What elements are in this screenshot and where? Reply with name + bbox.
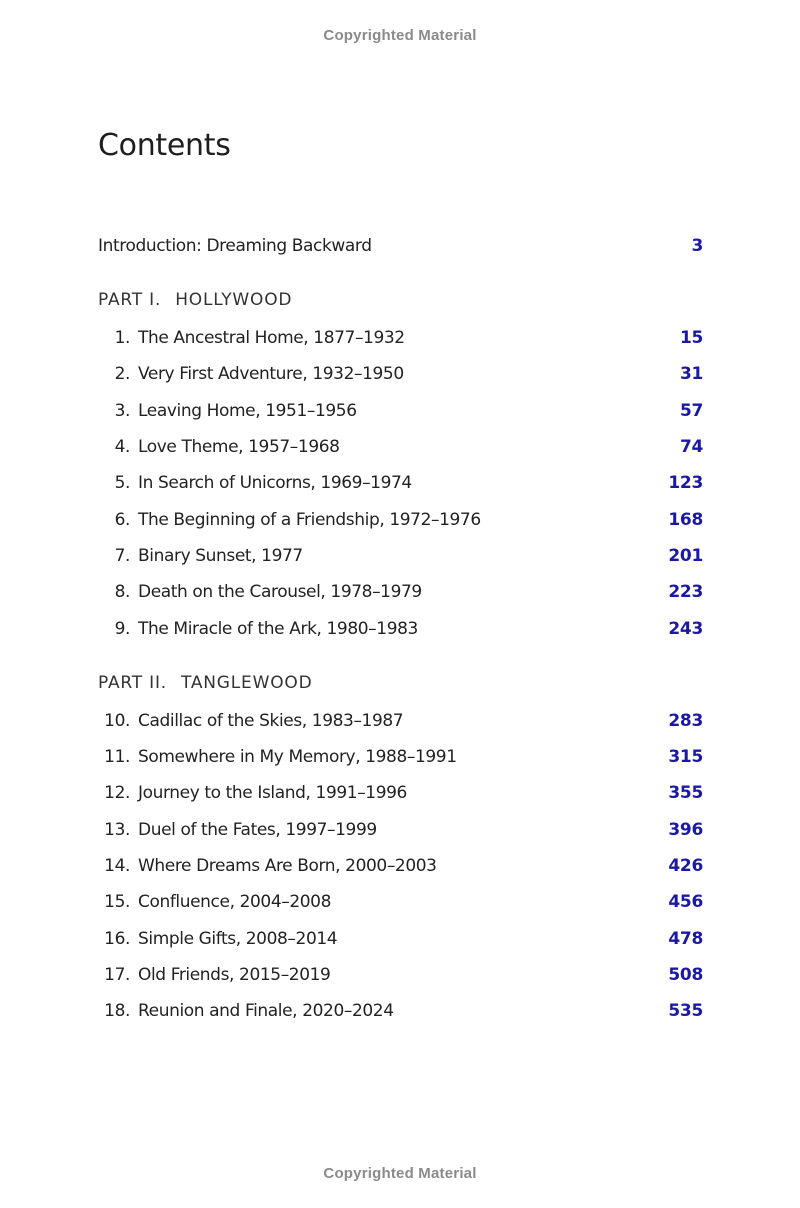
- chapter-number: 10.: [104, 710, 130, 731]
- toc-entry-chapter[interactable]: [98, 320, 703, 356]
- page-number-link[interactable]: 15: [679, 328, 703, 349]
- chapter-title: Journey to the Island, 1991–1996: [138, 783, 407, 804]
- chapter-number: 6.: [114, 509, 130, 530]
- chapter-title: Cadillac of the Skies, 1983–1987: [138, 710, 404, 731]
- chapter-number: 3.: [114, 400, 130, 421]
- part-number: PART II.: [98, 672, 167, 693]
- page-number-link[interactable]: 123: [668, 473, 703, 494]
- page-number-link[interactable]: 315: [668, 747, 703, 768]
- toc-entry-chapter[interactable]: [98, 884, 703, 920]
- toc-entry-chapter[interactable]: [98, 957, 703, 993]
- page-number-link[interactable]: 31: [679, 364, 703, 385]
- chapter-title: Love Theme, 1957–1968: [138, 437, 340, 458]
- part-header-1: [98, 282, 703, 318]
- chapter-number: 14.: [104, 856, 130, 876]
- page-number-link[interactable]: 74: [679, 437, 703, 458]
- toc-entry-chapter[interactable]: [98, 848, 703, 884]
- chapter-title: Very First Adventure, 1932–1950: [138, 364, 404, 385]
- page-number-link[interactable]: 355: [668, 783, 703, 804]
- chapter-title: Death on the Carousel, 1978–1979: [138, 582, 422, 603]
- chapter-title: Duel of the Fates, 1997–1999: [138, 819, 377, 840]
- page-number-link[interactable]: 243: [668, 618, 703, 639]
- chapter-number: 16.: [104, 928, 130, 949]
- chapter-title: The Beginning of a Friendship, 1972–1976: [138, 509, 481, 530]
- page-number-link[interactable]: 535: [668, 1001, 703, 1022]
- page-number-link[interactable]: 396: [668, 819, 703, 840]
- chapter-number: 9.: [114, 618, 130, 639]
- toc-entry-chapter[interactable]: [98, 610, 703, 646]
- chapter-number: 18.: [104, 1001, 130, 1022]
- chapter-title: Leaving Home, 1951–1956: [138, 400, 357, 421]
- chapter-number: 12.: [104, 783, 130, 804]
- chapter-number: 13.: [104, 819, 130, 840]
- chapter-title: Confluence, 2004–2008: [138, 892, 332, 913]
- toc-entry-chapter[interactable]: [98, 465, 703, 501]
- toc-entry-chapter[interactable]: [98, 703, 703, 739]
- entry-title: Introduction: Dreaming Backward: [98, 236, 372, 256]
- chapter-number: 8.: [114, 582, 130, 603]
- chapter-title: The Ancestral Home, 1877–1932: [138, 328, 405, 349]
- page-number-link[interactable]: 283: [668, 710, 703, 731]
- chapter-title: Reunion and Finale, 2020–2024: [138, 1001, 394, 1022]
- toc-entry-chapter[interactable]: [98, 812, 703, 848]
- copyright-watermark-top: Copyrighted Material: [323, 27, 477, 44]
- page-number-link[interactable]: 168: [668, 509, 703, 530]
- page-number-link[interactable]: 3: [691, 236, 703, 256]
- contents-heading: Contents: [98, 128, 231, 163]
- page-number-link[interactable]: 508: [668, 964, 703, 985]
- page-number-link[interactable]: 456: [668, 892, 703, 913]
- toc-entry-chapter[interactable]: [98, 574, 703, 610]
- chapter-number: 5.: [114, 473, 130, 494]
- part-title: HOLLYWOOD: [175, 290, 293, 310]
- copyright-watermark-bottom: Copyrighted Material: [323, 1165, 477, 1182]
- part-title: TANGLEWOOD: [181, 672, 313, 693]
- toc-entry-chapter[interactable]: [98, 739, 703, 775]
- chapter-number: 17.: [104, 964, 130, 985]
- chapter-number: 4.: [114, 437, 130, 458]
- toc-entry-chapter[interactable]: [98, 920, 703, 956]
- toc-entry-chapter[interactable]: [98, 501, 703, 537]
- part-number: PART I.: [98, 290, 162, 310]
- table-of-contents: [98, 228, 703, 1029]
- toc-entry-chapter[interactable]: [98, 993, 703, 1029]
- parts-list: [98, 282, 703, 1029]
- chapter-title: In Search of Unicorns, 1969–1974: [138, 473, 412, 494]
- chapter-title: Simple Gifts, 2008–2014: [138, 928, 338, 949]
- page-number-link[interactable]: 426: [668, 856, 703, 876]
- chapter-number: 7.: [114, 545, 130, 566]
- toc-entry-introduction[interactable]: [98, 228, 703, 264]
- part-header-2: [98, 665, 703, 701]
- toc-entry-chapter[interactable]: [98, 356, 703, 392]
- page-number-link[interactable]: 201: [668, 545, 703, 566]
- chapter-title: Where Dreams Are Born, 2000–2003: [138, 856, 437, 876]
- chapter-number: 11.: [104, 747, 130, 768]
- toc-entry-chapter[interactable]: [98, 429, 703, 465]
- chapter-title: The Miracle of the Ark, 1980–1983: [138, 618, 418, 639]
- chapter-title: Old Friends, 2015–2019: [138, 964, 331, 985]
- page-number-link[interactable]: 223: [668, 582, 703, 603]
- toc-entry-chapter[interactable]: [98, 393, 703, 429]
- page-number-link[interactable]: 478: [668, 928, 703, 949]
- chapter-number: 2.: [114, 364, 130, 385]
- toc-entry-chapter[interactable]: [98, 538, 703, 574]
- chapter-number: 15.: [104, 892, 130, 913]
- chapter-title: Somewhere in My Memory, 1988–1991: [138, 747, 457, 768]
- chapter-title: Binary Sunset, 1977: [138, 545, 303, 566]
- toc-entry-chapter[interactable]: [98, 775, 703, 811]
- page-number-link[interactable]: 57: [679, 400, 703, 421]
- chapter-number: 1.: [114, 328, 130, 349]
